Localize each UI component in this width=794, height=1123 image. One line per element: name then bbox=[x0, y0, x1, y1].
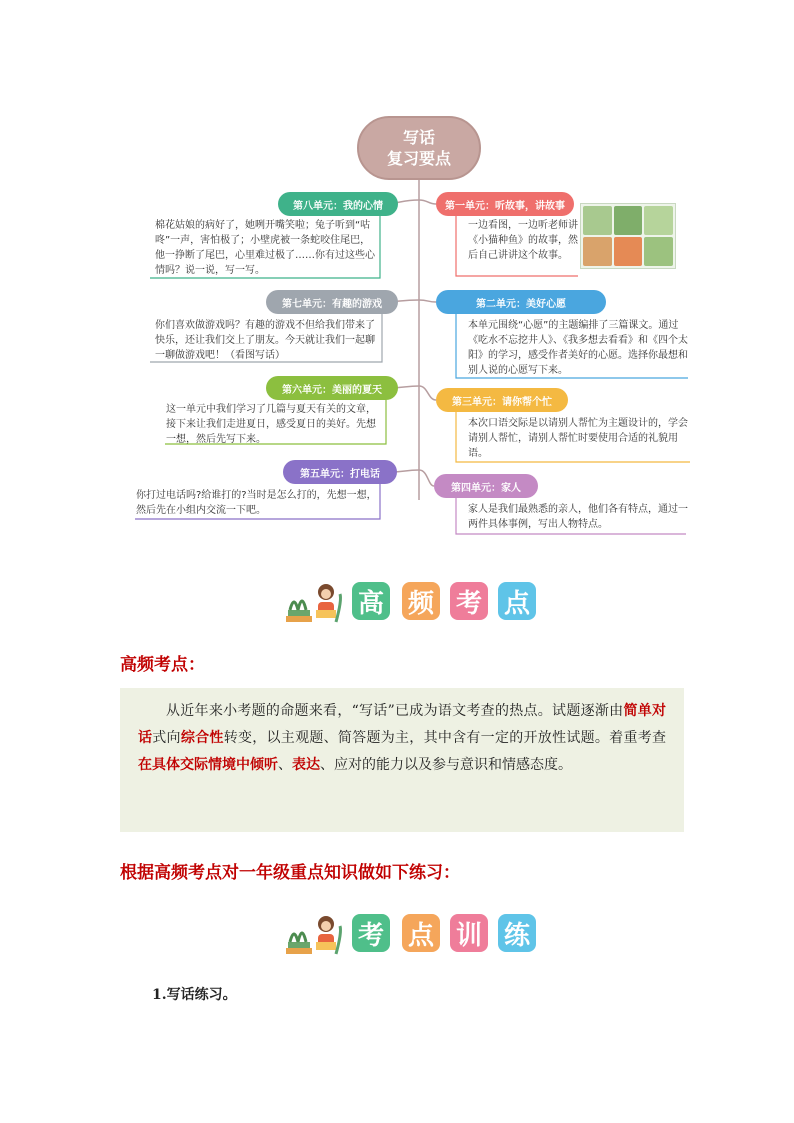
unit-7-desc: 你们喜欢做游戏吗？有趣的游戏不但给我们带来了快乐，还让我们交上了朋友。今天就让我们一起聊一聊做游戏吧！（看图写话） bbox=[155, 320, 375, 361]
unit-1-desc: 一边看图，一边听老师讲《小猫种鱼》的故事，然后自己讲讲这个故事。 bbox=[468, 220, 578, 261]
reading-girl-icon bbox=[284, 912, 346, 956]
reading-girl-icon bbox=[284, 580, 346, 624]
banner2-tile-4: 练 bbox=[498, 914, 536, 952]
unit-3-desc: 本次口语交际是以请别人帮忙为主题设计的，学会请别人帮忙，请别人帮忙时要使用合适的礼貌用语。 bbox=[468, 418, 688, 459]
unit-3-label: 第三单元：请你帮个忙 bbox=[436, 388, 568, 412]
unit-2-desc: 本单元围绕“心愿”的主题编排了三篇课文。通过《吃水不忘挖井人》、《我多想去看看》和《四个太阳》的学习，感受作者美好的心愿。选择你最想和别人说的心愿写下来。 bbox=[468, 320, 688, 376]
center-title-line1: 写话 bbox=[402, 128, 435, 147]
unit-8-label: 第八单元：我的心情 bbox=[278, 192, 398, 216]
banner1-tile-2: 频 bbox=[402, 582, 440, 620]
mindmap bbox=[0, 0, 794, 560]
unit-7-label: 第七单元：有趣的游戏 bbox=[266, 290, 398, 314]
unit-5-label: 第五单元：打电话 bbox=[283, 460, 397, 484]
banner1-tile-1: 高 bbox=[352, 582, 390, 620]
banner1-tile-3: 考 bbox=[450, 582, 488, 620]
info-box bbox=[120, 688, 684, 832]
center-title-line2: 复习要点 bbox=[386, 149, 451, 168]
banner2-tile-2: 点 bbox=[402, 914, 440, 952]
banner2-tile-3: 训 bbox=[450, 914, 488, 952]
exercise-1-title: 1.写话练习。 bbox=[152, 987, 237, 1003]
unit-2-label: 第二单元：美好心愿 bbox=[436, 290, 606, 314]
unit-1-label: 第一单元：听故事，讲故事 bbox=[436, 192, 574, 216]
info-text-2: 式向 bbox=[152, 730, 181, 746]
unit-6-desc: 这一单元中我们学习了几篇与夏天有关的文章，接下来让我们走进夏日，感受夏日的美好。先想一想，然后先写下来。 bbox=[166, 404, 376, 445]
info-highlight-2: 综合性 bbox=[180, 730, 224, 746]
story-picture bbox=[580, 203, 676, 269]
banner1-tile-4: 点 bbox=[498, 582, 536, 620]
mindmap-center-node bbox=[357, 116, 481, 180]
unit-4-label: 第四单元：家人 bbox=[434, 474, 538, 498]
unit-4-desc: 家人是我们最熟悉的亲人，他们各有特点，通过一两件具体事例，写出人物特点。 bbox=[468, 504, 688, 530]
mindmap-connectors bbox=[0, 0, 794, 560]
heading-high-frequency: 高频考点： bbox=[120, 655, 205, 675]
info-highlight-1: 简单对话 bbox=[138, 703, 666, 746]
heading-practice: 根据高频考点对一年级重点知识做如下练习： bbox=[120, 863, 460, 883]
banner-high-frequency bbox=[284, 580, 544, 624]
info-text-1: 从近年来小考题的命题来看，“写话”已成为语文考查的热点。试题逐渐由 bbox=[166, 703, 624, 719]
info-text-5: 、应对的能力以及参与意识和情感态度。 bbox=[320, 757, 572, 773]
info-highlight-4: 表达 bbox=[292, 757, 320, 773]
unit-6-label: 第六单元：美丽的夏天 bbox=[266, 376, 398, 400]
info-highlight-3: 在具体交际情境中倾听 bbox=[138, 757, 278, 773]
banner-practice bbox=[284, 912, 544, 956]
banner2-tile-1: 考 bbox=[352, 914, 390, 952]
info-text-3: 转变，以主观题、简答题为主，其中含有一定的开放性试题。着重考查 bbox=[223, 730, 667, 746]
unit-5-desc: 你打过电话吗?给谁打的?当时是怎么打的，先想一想，然后先在小组内交流一下吧。 bbox=[136, 490, 377, 516]
unit-8-desc: 棉花姑娘的病好了，她咧开嘴笑啦；兔子听到“咕咚”一声，害怕极了；小壁虎被一条蛇咬住尾巴，他一挣断了尾巴，心里难过极了……你有过这些心情吗？说一说，写一写。 bbox=[155, 220, 375, 276]
info-text-4: 、 bbox=[278, 757, 292, 773]
